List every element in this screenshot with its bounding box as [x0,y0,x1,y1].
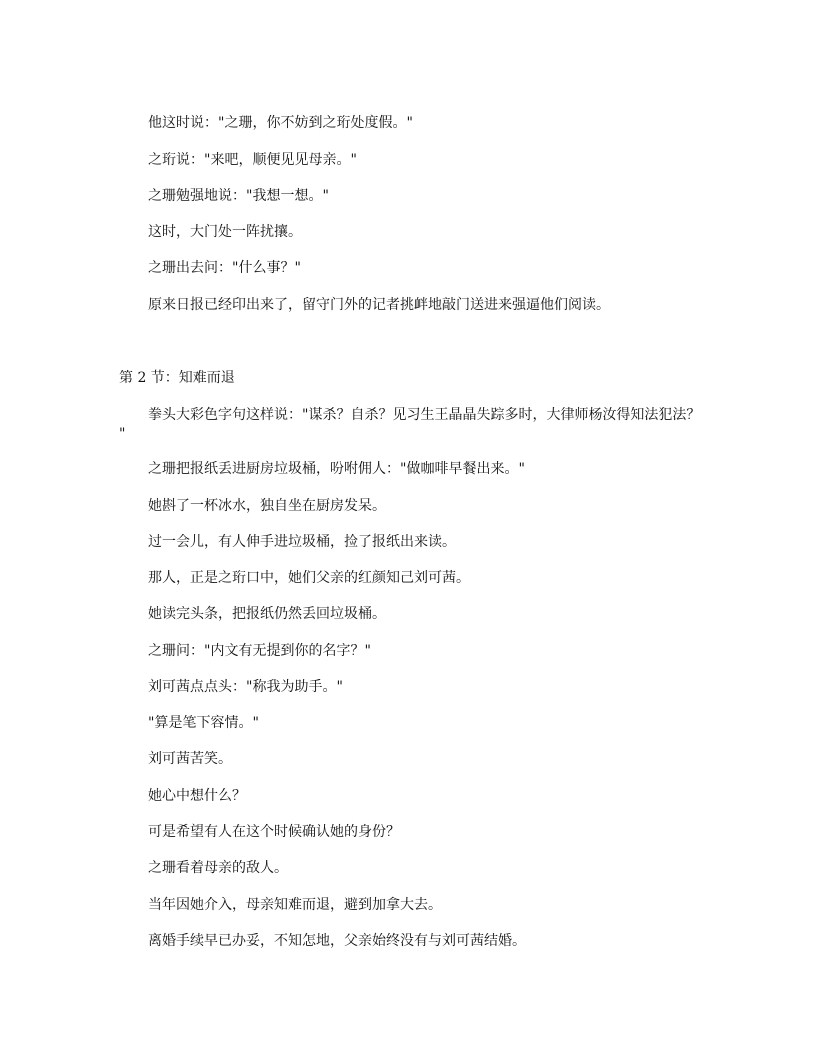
paragraph: 离婚手续早已办妥，不知怎地，父亲始终没有与刘可茜结婚。 [148,933,526,949]
paragraph: 原来日报已经印出来了，留守门外的记者挑衅地敲门送进来强逼他们阅读。 [148,297,610,313]
paragraph-first-line: 拳头大彩色字句这样说："谋杀？自杀？见习生王晶晶失踪多时，大律师杨汝得知法犯法？ [148,407,701,423]
paragraph: 之珊勉强地说："我想一想。" [148,188,329,204]
paragraph: 之珊看着母亲的敌人。 [148,860,288,876]
paragraph: 那人，正是之珩口中，她们父亲的红颜知己刘可茜。 [148,570,470,586]
paragraph-continuation: " [119,426,126,442]
paragraph: 她读完头条，把报纸仍然丢回垃圾桶。 [148,606,386,622]
paragraph: "算是笔下容情。" [148,715,259,731]
paragraph: 他这时说："之珊，你不妨到之珩处度假。" [148,115,413,131]
paragraph: 这时，大门处一阵扰攘。 [148,224,302,240]
paragraph: 之珊问："内文有无提到你的名字？" [148,643,371,659]
paragraph: 她心中想什么？ [148,788,246,804]
paragraph: 之珊出去问："什么事？" [148,260,301,276]
paragraph: 过一会儿，有人伸手进垃圾桶，捡了报纸出来读。 [148,534,456,550]
section-heading: 第 2 节：知难而退 [119,370,235,386]
paragraph: 刘可茜点点头："称我为助手。" [148,679,343,695]
paragraph: 可是希望有人在这个时候确认她的身份？ [148,824,400,840]
paragraph: 当年因她介入，母亲知难而退，避到加拿大去。 [148,897,442,913]
paragraph: 刘可茜苦笑。 [148,751,232,767]
paragraph: 之珊把报纸丢进厨房垃圾桶，吩咐佣人："做咖啡早餐出来。" [148,461,525,477]
paragraph: 之珩说："来吧，顺便见见母亲。" [148,152,357,168]
paragraph: 她斟了一杯冰水，独自坐在厨房发呆。 [148,498,386,514]
